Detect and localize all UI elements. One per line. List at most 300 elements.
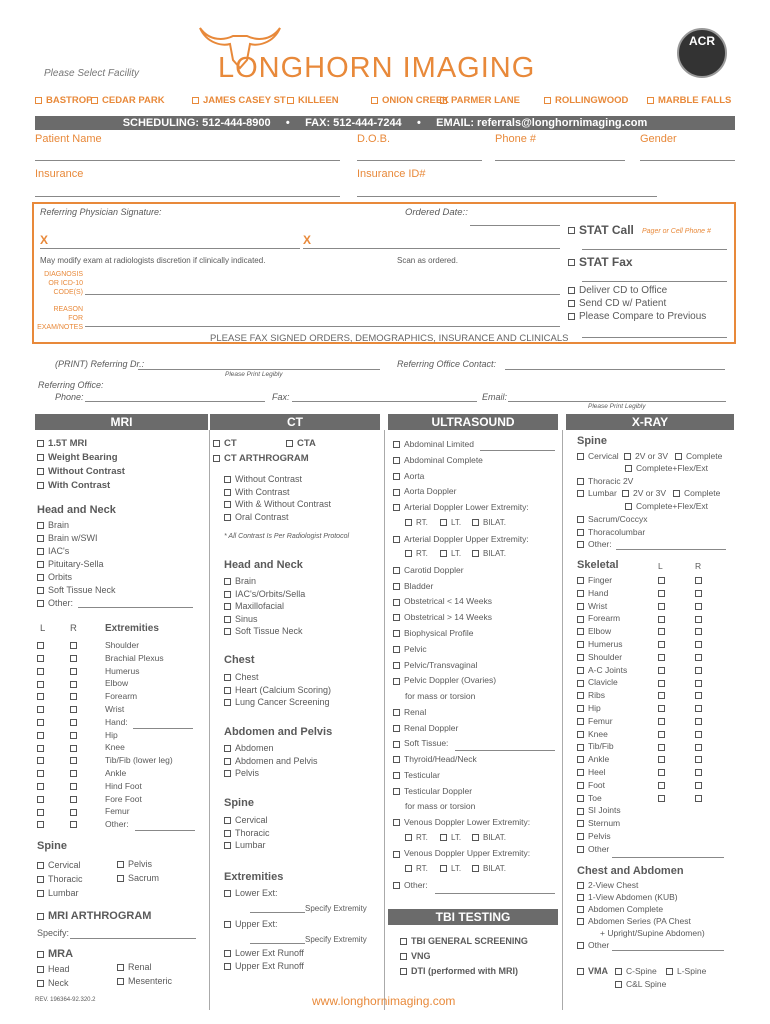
checkbox[interactable]: [405, 550, 412, 557]
ct-heart-calcium-scoring-checkbox[interactable]: [224, 685, 331, 695]
us-lt-checkbox[interactable]: [440, 833, 461, 842]
mri-left-checkbox[interactable]: [37, 781, 48, 791]
xr-left-checkbox[interactable]: [658, 729, 669, 739]
xr-left-checkbox[interactable]: [658, 575, 669, 585]
checkbox[interactable]: [70, 796, 77, 803]
checkbox[interactable]: [37, 668, 44, 675]
mri-right-checkbox[interactable]: [70, 768, 81, 778]
mri-right-checkbox[interactable]: [70, 704, 81, 714]
us-biophysical-profile-checkbox[interactable]: [393, 628, 473, 638]
checkbox[interactable]: [625, 465, 632, 472]
mri-brain-checkbox[interactable]: [37, 520, 69, 530]
xr-abdomen-series-pa-chest-checkbox[interactable]: [577, 916, 691, 926]
mri-spine-cervical-checkbox[interactable]: [37, 860, 81, 870]
ct-upper-ext-checkbox[interactable]: [224, 919, 278, 929]
mri-right-checkbox[interactable]: [70, 742, 81, 752]
mri-right-checkbox[interactable]: [70, 819, 81, 829]
checkbox[interactable]: [577, 692, 584, 699]
checkbox[interactable]: [70, 706, 77, 713]
checkbox[interactable]: [577, 529, 584, 536]
checkbox[interactable]: [658, 590, 665, 597]
checkbox[interactable]: [393, 788, 400, 795]
mri-pelvis-checkbox[interactable]: [117, 859, 152, 869]
xr-other-checkbox[interactable]: [577, 940, 609, 950]
checkbox[interactable]: [695, 705, 702, 712]
checkbox[interactable]: [70, 719, 77, 726]
us-lt-checkbox[interactable]: [440, 549, 461, 558]
checkbox[interactable]: [213, 440, 220, 447]
xr-abdomen-complete-checkbox[interactable]: [577, 904, 663, 914]
checkbox[interactable]: [577, 453, 584, 460]
checkbox[interactable]: [658, 756, 665, 763]
us-renal-checkbox[interactable]: [393, 707, 426, 717]
checkbox[interactable]: [37, 454, 44, 461]
ct-upper-ext-field[interactable]: [250, 943, 305, 944]
checkbox[interactable]: [405, 519, 412, 526]
checkbox[interactable]: [224, 770, 231, 777]
us-abdominal-complete-checkbox[interactable]: [393, 455, 483, 465]
office-email-field[interactable]: [508, 401, 726, 402]
checkbox[interactable]: [37, 574, 44, 581]
xr-right-checkbox[interactable]: [695, 677, 706, 687]
checkbox[interactable]: [393, 772, 400, 779]
checkbox[interactable]: [695, 667, 702, 674]
checkbox[interactable]: [393, 819, 400, 826]
checkbox[interactable]: [624, 453, 631, 460]
ct-lower-ext-runoff-checkbox[interactable]: [224, 948, 304, 958]
checkbox[interactable]: [577, 490, 584, 497]
mri-right-checkbox[interactable]: [70, 730, 81, 740]
xr-forearm-checkbox[interactable]: [577, 613, 620, 623]
diagnosis-field[interactable]: [85, 294, 560, 295]
mra-head-checkbox[interactable]: [37, 964, 70, 974]
xr-heel-checkbox[interactable]: [577, 767, 605, 777]
checkbox[interactable]: [695, 590, 702, 597]
us-pelvic-doppler-ovaries-checkbox[interactable]: [393, 675, 496, 685]
xr-hand-checkbox[interactable]: [577, 588, 608, 598]
checkbox[interactable]: [37, 821, 44, 828]
xr-left-checkbox[interactable]: [658, 741, 669, 751]
checkbox[interactable]: [70, 783, 77, 790]
deliver-cd-checkbox[interactable]: [568, 285, 667, 296]
xr-vma-checkbox[interactable]: [577, 966, 608, 976]
facility-checkbox-marble-falls[interactable]: [647, 95, 731, 106]
checkbox[interactable]: [37, 706, 44, 713]
xr-right-checkbox[interactable]: [695, 716, 706, 726]
checkbox[interactable]: [37, 890, 44, 897]
checkbox[interactable]: [37, 951, 44, 958]
checkbox[interactable]: [224, 745, 231, 752]
checkbox[interactable]: [400, 968, 407, 975]
send-cd-checkbox[interactable]: [568, 298, 666, 309]
checkbox[interactable]: [577, 616, 584, 623]
xr-other-checkbox[interactable]: [577, 844, 609, 854]
checkbox[interactable]: [577, 769, 584, 776]
us-lt-checkbox[interactable]: [440, 518, 461, 527]
facility-checkbox-onion-creek[interactable]: [371, 95, 449, 106]
checkbox[interactable]: [37, 862, 44, 869]
us-bilat-checkbox[interactable]: [472, 549, 506, 558]
dob-field[interactable]: [357, 160, 482, 161]
xr-left-checkbox[interactable]: [658, 639, 669, 649]
xr-right-checkbox[interactable]: [695, 626, 706, 636]
ct-upper-ext-runoff-checkbox[interactable]: [224, 961, 304, 971]
signature-field[interactable]: [40, 248, 300, 249]
xr-clavicle-checkbox[interactable]: [577, 677, 618, 687]
mri-soft-tissue-neck-checkbox[interactable]: [37, 585, 116, 595]
checkbox[interactable]: [393, 882, 400, 889]
checkbox[interactable]: [577, 894, 584, 901]
facility-checkbox-parmer-lane[interactable]: [440, 95, 520, 106]
checkbox[interactable]: [695, 744, 702, 751]
mri-left-checkbox[interactable]: [37, 704, 48, 714]
xr-toe-checkbox[interactable]: [577, 793, 602, 803]
checkbox[interactable]: [658, 769, 665, 776]
checkbox[interactable]: [695, 692, 702, 699]
checkbox[interactable]: [695, 628, 702, 635]
checkbox[interactable]: [658, 577, 665, 584]
mri-right-checkbox[interactable]: [70, 794, 81, 804]
checkbox[interactable]: [577, 603, 584, 610]
mri-right-checkbox[interactable]: [70, 640, 81, 650]
checkbox[interactable]: [37, 757, 44, 764]
checkbox[interactable]: [37, 561, 44, 568]
mri-iac-s-checkbox[interactable]: [37, 546, 69, 556]
mri-right-checkbox[interactable]: [70, 691, 81, 701]
checkbox[interactable]: [393, 851, 400, 858]
mri-left-checkbox[interactable]: [37, 742, 48, 752]
checkbox[interactable]: [695, 795, 702, 802]
checkbox[interactable]: [117, 964, 124, 971]
compare-checkbox[interactable]: [568, 311, 706, 322]
checkbox[interactable]: [658, 603, 665, 610]
checkbox[interactable]: [400, 938, 407, 945]
checkbox[interactable]: [658, 641, 665, 648]
checkbox[interactable]: [577, 906, 584, 913]
checkbox[interactable]: [70, 668, 77, 675]
us-carotid-doppler-checkbox[interactable]: [393, 565, 464, 575]
checkbox[interactable]: [224, 699, 231, 706]
checkbox[interactable]: [224, 921, 231, 928]
checkbox[interactable]: [37, 642, 44, 649]
mri-other-field[interactable]: [78, 607, 193, 608]
checkbox[interactable]: [577, 680, 584, 687]
us-pelvic-transvaginal-checkbox[interactable]: [393, 660, 477, 670]
checkbox[interactable]: [37, 440, 44, 447]
checkbox[interactable]: [37, 783, 44, 790]
checkbox[interactable]: [37, 876, 44, 883]
stat-fax-field[interactable]: [582, 281, 727, 282]
us-rt-checkbox[interactable]: [405, 833, 428, 842]
ct-with-without-contrast-checkbox[interactable]: [224, 499, 331, 509]
checkbox[interactable]: [393, 756, 400, 763]
checkbox[interactable]: [70, 681, 77, 688]
mri-other-ext-field[interactable]: [135, 830, 195, 831]
ct-chest-checkbox[interactable]: [224, 672, 259, 682]
xr-left-checkbox[interactable]: [658, 588, 669, 598]
insurance-field[interactable]: [35, 196, 340, 197]
mri-left-checkbox[interactable]: [37, 819, 48, 829]
checkbox[interactable]: [577, 577, 584, 584]
checkbox[interactable]: [695, 641, 702, 648]
checkbox[interactable]: [440, 550, 447, 557]
xr-left-checkbox[interactable]: [658, 716, 669, 726]
checkbox[interactable]: [658, 744, 665, 751]
tbi-tbi-general-screening-checkbox[interactable]: [400, 936, 528, 946]
xr-right-checkbox[interactable]: [695, 703, 706, 713]
checkbox[interactable]: [224, 616, 231, 623]
checkbox[interactable]: [286, 440, 293, 447]
checkbox[interactable]: [37, 770, 44, 777]
checkbox[interactable]: [577, 705, 584, 712]
xr-right-checkbox[interactable]: [695, 652, 706, 662]
xr-ankle-checkbox[interactable]: [577, 754, 609, 764]
checkbox[interactable]: [615, 981, 622, 988]
checkbox[interactable]: [695, 680, 702, 687]
mri-left-checkbox[interactable]: [37, 691, 48, 701]
us-rt-checkbox[interactable]: [405, 518, 428, 527]
checkbox[interactable]: [37, 980, 44, 987]
mra-checkbox[interactable]: [37, 948, 73, 960]
office-fax-field[interactable]: [292, 401, 477, 402]
xr-right-checkbox[interactable]: [695, 613, 706, 623]
ct-oral-contrast-checkbox[interactable]: [224, 512, 289, 522]
xr-elbow-checkbox[interactable]: [577, 626, 611, 636]
checkbox[interactable]: [117, 978, 124, 985]
mri-other-checkbox[interactable]: [37, 598, 73, 608]
checkbox[interactable]: [658, 628, 665, 635]
checkbox[interactable]: [622, 490, 629, 497]
us-bilat-checkbox[interactable]: [472, 518, 506, 527]
checkbox[interactable]: [472, 550, 479, 557]
patient-name-field[interactable]: [35, 160, 340, 161]
mri-left-checkbox[interactable]: [37, 653, 48, 663]
checkbox[interactable]: [658, 616, 665, 623]
office-phone-field[interactable]: [85, 401, 265, 402]
checkbox[interactable]: [37, 548, 44, 555]
ct-lower-ext-field[interactable]: [250, 912, 305, 913]
checkbox[interactable]: [405, 865, 412, 872]
checkbox[interactable]: [37, 693, 44, 700]
mri-left-checkbox[interactable]: [37, 640, 48, 650]
checkbox[interactable]: [647, 97, 654, 104]
checkbox[interactable]: [393, 473, 400, 480]
checkbox[interactable]: [117, 861, 124, 868]
xr-femur-checkbox[interactable]: [577, 716, 613, 726]
us-testicular-checkbox[interactable]: [393, 770, 440, 780]
facility-checkbox-rollingwood[interactable]: [544, 95, 628, 106]
xr-a-c-joints-checkbox[interactable]: [577, 665, 627, 675]
checkbox[interactable]: [675, 453, 682, 460]
checkbox[interactable]: [695, 731, 702, 738]
checkbox[interactable]: [658, 667, 665, 674]
checkbox[interactable]: [673, 490, 680, 497]
xr-hip-checkbox[interactable]: [577, 703, 601, 713]
checkbox[interactable]: [577, 918, 584, 925]
checkbox[interactable]: [35, 97, 42, 104]
us-venous-doppler-lower-extremity-checkbox[interactable]: [393, 817, 530, 827]
checkbox[interactable]: [695, 577, 702, 584]
checkbox[interactable]: [224, 489, 231, 496]
checkbox[interactable]: [224, 628, 231, 635]
checkbox[interactable]: [224, 501, 231, 508]
checkbox[interactable]: [37, 468, 44, 475]
us-venous-doppler-upper-extremity-checkbox[interactable]: [393, 848, 530, 858]
ordered-date-field[interactable]: [470, 225, 560, 226]
checkbox[interactable]: [224, 758, 231, 765]
xr-right-checkbox[interactable]: [695, 601, 706, 611]
checkbox[interactable]: [224, 950, 231, 957]
xr-left-checkbox[interactable]: [658, 626, 669, 636]
mra-neck-checkbox[interactable]: [37, 978, 69, 988]
xr-sternum-checkbox[interactable]: [577, 818, 620, 828]
checkbox[interactable]: [405, 834, 412, 841]
checkbox[interactable]: [472, 519, 479, 526]
checkbox[interactable]: [393, 662, 400, 669]
checkbox[interactable]: [224, 674, 231, 681]
checkbox[interactable]: [70, 655, 77, 662]
checkbox[interactable]: [224, 830, 231, 837]
checkbox[interactable]: [224, 842, 231, 849]
checkbox[interactable]: [577, 942, 584, 949]
us-limited-field[interactable]: [480, 450, 555, 451]
compare-field[interactable]: [582, 337, 727, 338]
checkbox[interactable]: [393, 599, 400, 606]
xr-cervical-cfe-checkbox[interactable]: [625, 463, 708, 473]
checkbox[interactable]: [224, 817, 231, 824]
ct-pelvis-checkbox[interactable]: [224, 768, 259, 778]
checkbox[interactable]: [658, 731, 665, 738]
mri-left-checkbox[interactable]: [37, 768, 48, 778]
mri-right-checkbox[interactable]: [70, 755, 81, 765]
mri-pituitary-sella-checkbox[interactable]: [37, 559, 104, 569]
xr-cervical-2v3v-checkbox[interactable]: [624, 451, 668, 461]
reason-field[interactable]: [85, 326, 560, 327]
checkbox[interactable]: [440, 97, 447, 104]
facility-checkbox-bastrop[interactable]: [35, 95, 92, 106]
mri-right-checkbox[interactable]: [70, 666, 81, 676]
ct-abdomen-and-pelvis-checkbox[interactable]: [224, 756, 318, 766]
tbi-vng-checkbox[interactable]: [400, 951, 431, 961]
us-aorta-checkbox[interactable]: [393, 471, 424, 481]
checkbox[interactable]: [37, 796, 44, 803]
checkbox[interactable]: [695, 769, 702, 776]
checkbox[interactable]: [577, 846, 584, 853]
checkbox[interactable]: [224, 890, 231, 897]
us-aorta-doppler-checkbox[interactable]: [393, 486, 456, 496]
checkbox[interactable]: [192, 97, 199, 104]
mri-spine-lumbar-checkbox[interactable]: [37, 888, 79, 898]
xr-cervical-checkbox[interactable]: [577, 451, 619, 461]
pager-field[interactable]: [582, 249, 727, 250]
checkbox[interactable]: [440, 834, 447, 841]
checkbox[interactable]: [658, 782, 665, 789]
checkbox[interactable]: [70, 732, 77, 739]
checkbox[interactable]: [224, 603, 231, 610]
checkbox[interactable]: [658, 718, 665, 725]
insurance-id-field[interactable]: [357, 196, 657, 197]
checkbox[interactable]: [577, 516, 584, 523]
xr-lumbar-2v3v-checkbox[interactable]: [622, 488, 666, 498]
checkbox[interactable]: [37, 587, 44, 594]
checkbox[interactable]: [70, 745, 77, 752]
mri-weight-bearing-checkbox[interactable]: [37, 452, 118, 463]
xr-thoracic-checkbox[interactable]: [577, 476, 633, 486]
ct-without-contrast-checkbox[interactable]: [224, 474, 302, 484]
xr-right-checkbox[interactable]: [695, 767, 706, 777]
mri-arthrogram-checkbox[interactable]: [37, 910, 151, 922]
checkbox[interactable]: [577, 718, 584, 725]
checkbox[interactable]: [393, 457, 400, 464]
xr-lumbar-cfe-checkbox[interactable]: [625, 501, 708, 511]
signature-field-2[interactable]: [303, 248, 560, 249]
checkbox[interactable]: [658, 680, 665, 687]
xr-left-checkbox[interactable]: [658, 601, 669, 611]
ct-spine-lumbar-checkbox[interactable]: [224, 840, 266, 850]
office-contact-field[interactable]: [505, 369, 725, 370]
checkbox[interactable]: [37, 522, 44, 529]
checkbox[interactable]: [577, 541, 584, 548]
checkbox[interactable]: [224, 578, 231, 585]
checkbox[interactable]: [37, 719, 44, 726]
xr-left-checkbox[interactable]: [658, 767, 669, 777]
checkbox[interactable]: [577, 590, 584, 597]
xr-left-checkbox[interactable]: [658, 652, 669, 662]
checkbox[interactable]: [393, 725, 400, 732]
xr-lspine-checkbox[interactable]: [666, 966, 706, 976]
mri-with-contrast-checkbox[interactable]: [37, 480, 110, 491]
xr-lumbar-complete-checkbox[interactable]: [673, 488, 720, 498]
ct-iac-s-orbits-sella-checkbox[interactable]: [224, 589, 305, 599]
mri-hand-field[interactable]: [133, 728, 193, 729]
print-dr-field[interactable]: [138, 369, 380, 370]
mra-mesenteric-checkbox[interactable]: [117, 976, 172, 986]
ct-lung-cancer-screening-checkbox[interactable]: [224, 697, 330, 707]
xr-wrist-checkbox[interactable]: [577, 601, 607, 611]
xr-foot-checkbox[interactable]: [577, 780, 605, 790]
xr-right-checkbox[interactable]: [695, 729, 706, 739]
checkbox[interactable]: [544, 97, 551, 104]
us-bilat-checkbox[interactable]: [472, 833, 506, 842]
checkbox[interactable]: [393, 583, 400, 590]
us-abdominal-limited-checkbox[interactable]: [393, 439, 474, 449]
checkbox[interactable]: [224, 591, 231, 598]
checkbox[interactable]: [658, 795, 665, 802]
mri-right-checkbox[interactable]: [70, 806, 81, 816]
xr-right-checkbox[interactable]: [695, 780, 706, 790]
xr-lumbar-checkbox[interactable]: [577, 488, 617, 498]
us-lt-checkbox[interactable]: [440, 864, 461, 873]
mri-sacrum-checkbox[interactable]: [117, 873, 159, 883]
checkbox[interactable]: [70, 757, 77, 764]
xr-left-checkbox[interactable]: [658, 613, 669, 623]
checkbox[interactable]: [695, 654, 702, 661]
mri-without-contrast-checkbox[interactable]: [37, 466, 125, 477]
checkbox[interactable]: [117, 875, 124, 882]
mra-renal-checkbox[interactable]: [117, 962, 152, 972]
checkbox[interactable]: [658, 654, 665, 661]
checkbox[interactable]: [37, 482, 44, 489]
mri-left-checkbox[interactable]: [37, 755, 48, 765]
xr-2-view-chest-checkbox[interactable]: [577, 880, 638, 890]
checkbox[interactable]: [577, 641, 584, 648]
xr-left-checkbox[interactable]: [658, 677, 669, 687]
xr-cervical-complete-checkbox[interactable]: [675, 451, 722, 461]
xr-pelvis-checkbox[interactable]: [577, 831, 611, 841]
checkbox[interactable]: [70, 809, 77, 816]
checkbox[interactable]: [577, 628, 584, 635]
checkbox[interactable]: [393, 441, 400, 448]
